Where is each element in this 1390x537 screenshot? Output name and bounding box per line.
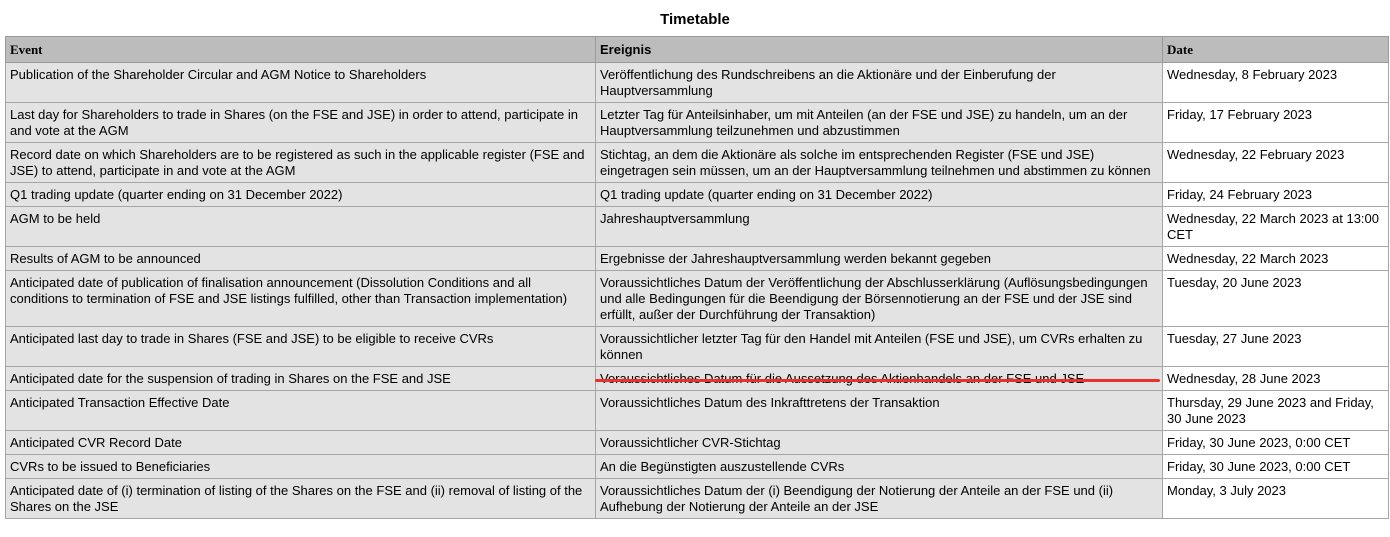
table-row bbox=[6, 479, 1389, 519]
event-cell: Q1 trading update (quarter ending on 31 December 2022) bbox=[6, 183, 596, 207]
event-cell: Anticipated date of (i) termination of listing of the Shares on the FSE and (ii) removal of listing of the Shares on the JSE bbox=[6, 479, 596, 519]
column-header-ereignis: Ereignis bbox=[596, 37, 1163, 63]
date-cell: Friday, 30 June 2023, 0:00 CET bbox=[1163, 431, 1389, 455]
table-row bbox=[6, 103, 1389, 143]
ereignis-cell: An die Begünstigten auszustellende CVRs bbox=[596, 455, 1163, 479]
event-cell: Results of AGM to be announced bbox=[6, 247, 596, 271]
ereignis-cell: Voraussichtliches Datum der (i) Beendigung der Notierung der Anteile an der FSE und (ii) Aufhebung der Notierung der Anteile an der JSE bbox=[596, 479, 1163, 519]
column-header-event: Event bbox=[6, 37, 596, 63]
date-cell: Wednesday, 22 February 2023 bbox=[1163, 143, 1389, 183]
ereignis-cell: Letzter Tag für Anteilsinhaber, um mit Anteilen (an der FSE und JSE) zu handeln, um an der Hauptversammlung teilzunehmen und abzustimmen bbox=[596, 103, 1163, 143]
ereignis-cell: Voraussichtliches Datum des Inkrafttretens der Transaktion bbox=[596, 391, 1163, 431]
ereignis-cell: Voraussichtlicher letzter Tag für den Handel mit Anteilen (FSE und JSE), um CVRs erhalten zu können bbox=[596, 327, 1163, 367]
table-row bbox=[6, 207, 1389, 247]
event-cell: Anticipated date for the suspension of trading in Shares on the FSE and JSE bbox=[6, 367, 596, 391]
ereignis-cell: Jahreshauptversammlung bbox=[596, 207, 1163, 247]
table-row bbox=[6, 327, 1389, 367]
date-cell: Friday, 24 February 2023 bbox=[1163, 183, 1389, 207]
date-cell: Friday, 17 February 2023 bbox=[1163, 103, 1389, 143]
date-cell: Tuesday, 27 June 2023 bbox=[1163, 327, 1389, 367]
red-highlight-underline bbox=[595, 379, 1160, 382]
date-cell: Wednesday, 22 March 2023 bbox=[1163, 247, 1389, 271]
table-row bbox=[6, 455, 1389, 479]
ereignis-cell: Q1 trading update (quarter ending on 31 December 2022) bbox=[596, 183, 1163, 207]
event-cell: Anticipated date of publication of finalisation announcement (Dissolution Conditions and all conditions to termination of FSE and JSE listings fulfilled, other than Transaction implementation) bbox=[6, 271, 596, 327]
date-cell: Monday, 3 July 2023 bbox=[1163, 479, 1389, 519]
event-cell: Anticipated last day to trade in Shares (FSE and JSE) to be eligible to receive CVRs bbox=[6, 327, 596, 367]
column-header-date: Date bbox=[1163, 37, 1389, 63]
page-title: Timetable bbox=[660, 11, 730, 28]
event-cell: CVRs to be issued to Beneficiaries bbox=[6, 455, 596, 479]
timetable bbox=[5, 36, 1389, 519]
table-row bbox=[6, 63, 1389, 103]
date-cell: Thursday, 29 June 2023 and Friday, 30 June 2023 bbox=[1163, 391, 1389, 431]
date-cell: Wednesday, 8 February 2023 bbox=[1163, 63, 1389, 103]
table-row bbox=[6, 143, 1389, 183]
table-row bbox=[6, 391, 1389, 431]
ereignis-cell: Veröffentlichung des Rundschreibens an die Aktionäre und der Einberufung der Hauptversammlung bbox=[596, 63, 1163, 103]
date-cell: Wednesday, 22 March 2023 at 13:00 CET bbox=[1163, 207, 1389, 247]
date-cell: Friday, 30 June 2023, 0:00 CET bbox=[1163, 455, 1389, 479]
table-row bbox=[6, 271, 1389, 327]
ereignis-cell: Ergebnisse der Jahreshauptversammlung werden bekannt gegeben bbox=[596, 247, 1163, 271]
event-cell: AGM to be held bbox=[6, 207, 596, 247]
table-row bbox=[6, 431, 1389, 455]
ereignis-cell: Stichtag, an dem die Aktionäre als solche im entsprechenden Register (FSE und JSE) eingetragen sein müssen, um an der Hauptversammlung teilnehmen und abstimmen zu können bbox=[596, 143, 1163, 183]
table-header-row bbox=[6, 37, 1389, 63]
event-cell: Anticipated Transaction Effective Date bbox=[6, 391, 596, 431]
ereignis-cell: Voraussichtliches Datum der Veröffentlichung der Abschlusserklärung (Auflösungsbedingungen und alle Bedingungen für die Beendigung der Börsennotierung an der FSE und der JSE sind erfüllt, außer der Durchführung der Transaktion) bbox=[596, 271, 1163, 327]
table-row bbox=[6, 247, 1389, 271]
date-cell: Tuesday, 20 June 2023 bbox=[1163, 271, 1389, 327]
event-cell: Publication of the Shareholder Circular and AGM Notice to Shareholders bbox=[6, 63, 596, 103]
ereignis-cell: Voraussichtlicher CVR-Stichtag bbox=[596, 431, 1163, 455]
date-cell: Wednesday, 28 June 2023 bbox=[1163, 367, 1389, 391]
event-cell: Anticipated CVR Record Date bbox=[6, 431, 596, 455]
table-row bbox=[6, 183, 1389, 207]
event-cell: Record date on which Shareholders are to be registered as such in the applicable register (FSE and JSE) to attend, participate in and vote at the AGM bbox=[6, 143, 596, 183]
event-cell: Last day for Shareholders to trade in Shares (on the FSE and JSE) in order to attend, participate in and vote at the AGM bbox=[6, 103, 596, 143]
